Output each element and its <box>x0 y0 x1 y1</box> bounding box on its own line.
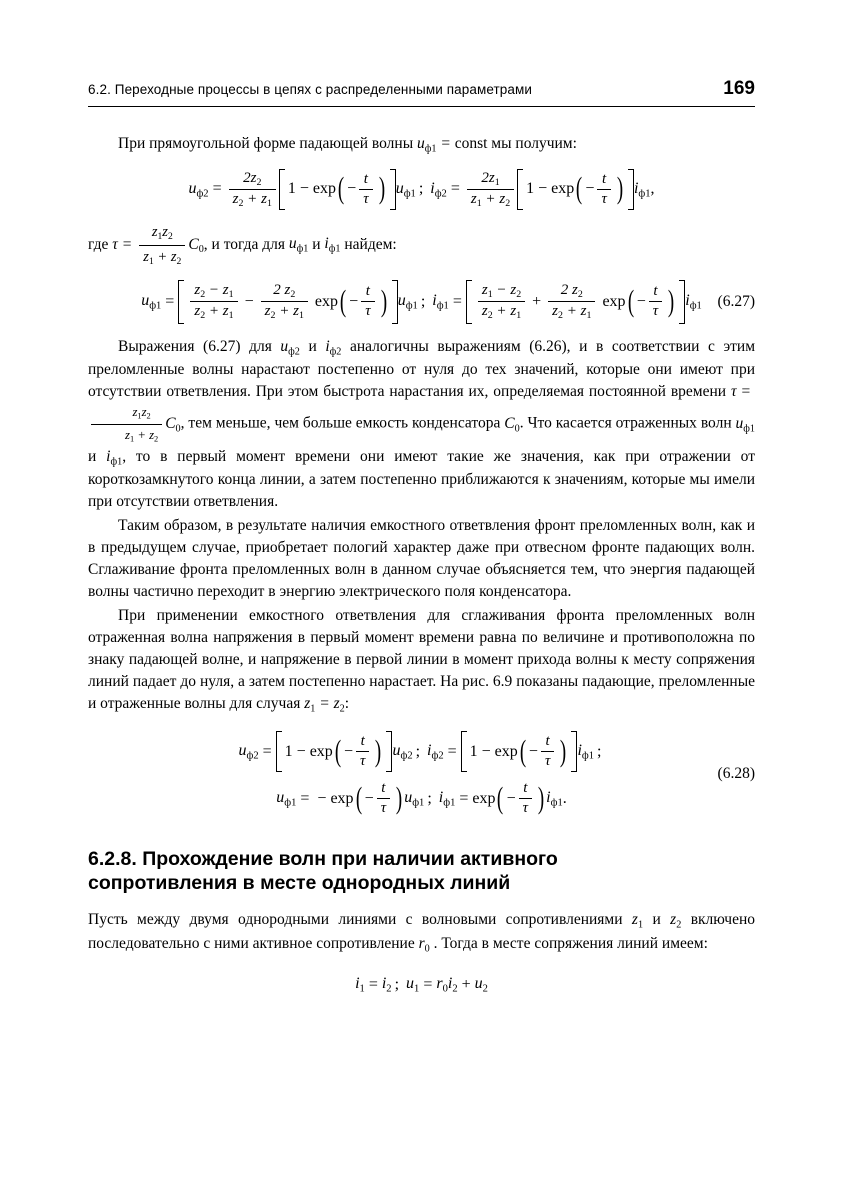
page-number: 169 <box>723 78 755 99</box>
section-heading <box>88 847 755 895</box>
paragraph-6-c: включено последовательно с ними активное сопротивление <box>88 911 755 953</box>
paragraph-5 <box>88 605 755 717</box>
equation-tag-6-27: (6.27) <box>717 292 755 310</box>
paragraph-6-a: Пусть между двумя однородными линиями с волновыми сопротивлениями <box>88 911 623 929</box>
equation-tag-6-28: (6.28) <box>717 765 755 783</box>
paragraph-1-text: При прямоугольной форме падающей волны <box>118 135 414 152</box>
page-header <box>88 78 755 107</box>
paragraph-1 <box>88 133 755 157</box>
inline-math-u-phi1-2: $u_{ф1}$ <box>735 414 756 435</box>
paragraph-3-c: аналогичны выражениям (6.26), и в соответствии с этим преломленные волны нарастают постепенно от нуля до тех значений, которые они имеют при отсутствии ответвления. При этом быстрота нарастания их, определяемая постоянной времени <box>88 337 756 401</box>
paragraph-3-f: и <box>88 447 97 465</box>
equation-6-28-line-2: $u_{ф1}$ = − exp ( − $\frac{t}{\tau}$ ) $u_{ф1}$ ; $i_{ф1}$ = exp ( − $\frac{t}{\tau}$ ) $i_{ф1}$ . <box>276 780 567 817</box>
paragraph-2-lead: где <box>88 236 109 253</box>
paragraph-3-e: . Что касается отраженных волн <box>519 414 732 432</box>
running-title: 6.2. Переходные процессы в цепях с распределенными параметрами <box>88 82 533 97</box>
paragraph-3-g: , то в первый момент времени они имеют такие же значения, как при отражении от короткозамкнутого конца линии, а затем постепенно приближаются к значениям, которые мы имели при отсутствии ответвления. <box>88 447 755 511</box>
equation-u-phi2-i-phi2: $u_{ф2}$ = $\frac{2z_2}{z_2 + z_1}$ 1 − exp ( − $\frac{t}{\tau}$ ) $u_{ф1}$ ; $i_{ф2}$ = $\frac{2z_1}{z_1 + z_2}$ 1 − exp ( − $\frac{t}{\tau}$ ) $i_{ф1}$ , <box>188 169 655 209</box>
equation-6-28-group <box>88 731 755 817</box>
equation-last: $i_1$ = $i_2$ ; $u_1$ = $r_0$ $i_2$ + $u_2$ <box>355 975 488 995</box>
paragraph-2-mid: , и тогда для <box>203 236 286 253</box>
paragraph-3 <box>88 336 755 514</box>
paragraph-2-tail: найдем: <box>344 236 397 253</box>
inline-math-tau-def-2: τ = $\frac{z_1z_2}{z_1 + z_2}$ $C_0$ <box>88 383 755 432</box>
inline-math-u-phi1: $u_{ф1}$ <box>288 235 309 255</box>
paragraph-2-and: и <box>312 236 321 253</box>
paragraph-3-b: и <box>308 337 317 355</box>
inline-math-i-phi2: $i_{ф2}$ <box>325 337 342 357</box>
equation-6-28-line-1: $u_{ф2}$ = 1 − exp ( − $\frac{t}{\tau}$ ) $u_{ф2}$ ; $i_{ф2}$ = 1 − exp ( − $\frac{t}{\tau}$ ) $i_{ф1}$ ; <box>88 731 755 772</box>
paragraph-1-tail: мы получим: <box>491 135 577 152</box>
section-heading-line-1: 6.2.8. Прохождение волн при наличии активного <box>88 848 558 871</box>
paragraph-3-a: Выражения (6.27) для <box>118 337 272 355</box>
paragraph-5-text: При применении емкостного ответвления для сглаживания фронта преломленных волн отраженная волна напряжения в первый момент времени равна по величине и противоположна по знаку падающей волне, и напряжение в первой линии в момент прихода волны к месту сопряжения линий падает до нуля, а затем постепенно нарастает. На рис. 6.9 показаны падающие, преломленные и отраженные волны для случая <box>88 607 755 713</box>
paragraph-4: Таким образом, в результате наличия емкостного ответвления фронт преломленных волн, как и в предыдущем случае, приобретает пологий характер даже при отвесном фронте падающих волн. Сглаживание фронта преломленных волн в данном случае объясняется тем, что энергия падающей волны частично переходит в энергию электрического поля конденсатора. <box>88 517 755 601</box>
inline-math-z1-eq-z2: $z_1 = z_2$ <box>304 695 345 715</box>
paragraph-6 <box>88 909 755 957</box>
paragraph-5-tail: : <box>344 695 350 713</box>
inline-math-u-phi1-const: $u_{ф1}$ = const <box>417 135 488 155</box>
section-heading-line-2: сопротивления в месте однородных линий <box>88 872 511 895</box>
equation-6-27: $u_{ф1}$ = $\frac{z_2 - z_1}{z_2 + z_1}$ − $\frac{2 z_2}{z_2 + z_1}$ exp ( − $\frac{t}{\tau}$ ) $u_{ф1}$ ; $i_{ф1}$ = $\frac{z_1 - z_2}{z_2 + z_1}$ + $\frac{2 z_2}{z_2 + z_1}$ exp ( − $\frac{t}{\tau}$ ) $i_{ф1}$ (6.27) <box>141 282 755 322</box>
inline-math-r0: $r_0$ <box>418 935 430 955</box>
paragraph-6-d: . Тогда в месте сопряжения линий имеем: <box>433 935 708 953</box>
inline-math-u-phi2: $u_{ф2}$ <box>280 337 300 357</box>
paragraph-2 <box>88 222 755 268</box>
paragraph-6-b: и <box>652 911 661 929</box>
paragraph-3-d: , тем меньше, чем больше емкость конденсатора <box>180 414 501 432</box>
inline-math-tau-def: τ = $\frac{z_1z_2}{z_1 + z_2}$ $C_0$ <box>112 223 204 267</box>
inline-math-C0: $C_0$ <box>504 414 520 435</box>
inline-math-z2: $z_2$ <box>670 911 682 931</box>
inline-math-i-phi1: $i_{ф1}$ <box>324 235 341 255</box>
inline-math-i-phi1-2: $i_{ф1}$ <box>106 447 123 467</box>
inline-math-z1: $z_1$ <box>631 911 644 931</box>
